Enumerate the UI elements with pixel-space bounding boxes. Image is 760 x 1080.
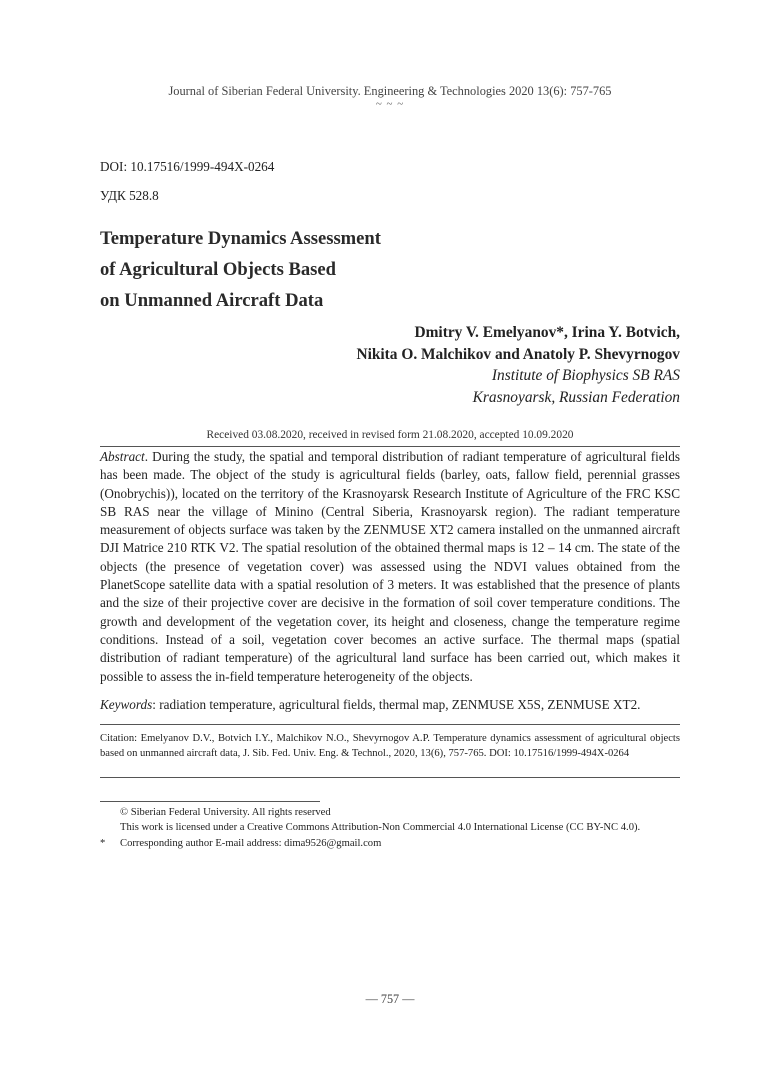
- keywords: [100, 696, 680, 714]
- divider: [100, 446, 680, 447]
- affiliation: Institute of Biophysics SB RAS: [491, 367, 680, 384]
- footnote-mark: *: [100, 837, 106, 849]
- footnote-license: This work is licensed under a Creative Commons Attribution-Non Commercial 4.0 International License (CC BY-NC 4.0).: [120, 822, 641, 834]
- authors-block: [356, 322, 680, 408]
- footnote-copyright: © Siberian Federal University. All rights reserved: [120, 807, 331, 818]
- title-line: of Agricultural Objects Based: [100, 259, 337, 280]
- abstract: [100, 448, 680, 686]
- keywords-label: Keywords: [100, 697, 153, 712]
- footnotes: [100, 805, 690, 851]
- header-ornament: ~ ~ ~: [375, 98, 405, 110]
- abstract-text: . During the study, the spatial and temporal distribution of radiant temperature of agricultural fields has been made. The object of the study is agricultural fields (barley, oats, fallow field, perennial grasses (Onobrychis)), located on the territory of the Krasnoyarsk Research Institute of Agriculture of the FRC KSC SB RAS near the village of Minino (Central Siberia, Krasnoyarsk region). The radiant temperature measurement of objects surface was taken by the ZENMUSE XT2 camera installed on the unmanned aircraft DJI Matrice 210 RTK V2. The spatial resolution of the obtained thermal maps is 12 – 14 cm. The state of the objects (the presence of vegetation cover) was assessed using the NDVI values obtained from the PlanetScope satellite data with a spatial resolution of 3 meters. It was established that the presence of plants and the size of their projective cover are decisive in the formation of soil cover temperature conditions. The growth and development of the vegetation cover, its height and closeness, change the temperature regime conditions. Instead of a soil, vegetation cover becomes an active surface. The thermal maps (spatial distribution of radiant temperature) of the agricultural land surface has been carried out, which makes it possible to assess the in-field temperature heterogeneity of the objects.: [100, 449, 680, 684]
- journal-header: Journal of Siberian Federal University. Engineering & Technologies 2020 13(6): 757-765: [168, 84, 612, 98]
- abstract-label: Abstract: [100, 449, 145, 464]
- title-line: on Unmanned Aircraft Data: [100, 290, 324, 311]
- footnote-rule: [100, 801, 320, 802]
- location: Krasnoyarsk, Russian Federation: [472, 388, 680, 406]
- authors-line: Dmitry V. Emelyanov*, Irina Y. Botvich,: [414, 324, 680, 341]
- doi: DOI: 10.17516/1999-494X-0264: [100, 159, 275, 174]
- authors-line: Nikita O. Malchikov and Anatoly P. Shevyrnogov: [356, 345, 680, 363]
- page-number: — 757 —: [365, 992, 415, 1006]
- divider: [100, 724, 680, 725]
- footnote-corresponding-text: Corresponding author E-mail address: dima9526@gmail.com: [120, 837, 382, 849]
- paper-title: [100, 223, 381, 316]
- udc-code: УДК 528.8: [100, 188, 159, 203]
- keywords-text: : radiation temperature, agricultural fields, thermal map, ZENMUSE X5S, ZENMUSE XT2.: [152, 697, 641, 712]
- citation: Citation: Emelyanov D.V., Botvich I.Y., Malchikov N.O., Shevyrnogov A.P. Temperature dynamics assessment of agricultural objects based on unmanned aircraft data, J. Sib. Fed. Univ. Eng. & Technol., 2020, 13(6), 757-765. DOI: 10.17516/1999-494X-0264: [100, 733, 680, 760]
- divider: [100, 777, 680, 778]
- title-line: Temperature Dynamics Assessment: [100, 228, 381, 249]
- footnote-corresponding: [100, 836, 690, 851]
- received-dates: Received 03.08.2020, received in revised form 21.08.2020, accepted 10.09.2020: [206, 429, 574, 441]
